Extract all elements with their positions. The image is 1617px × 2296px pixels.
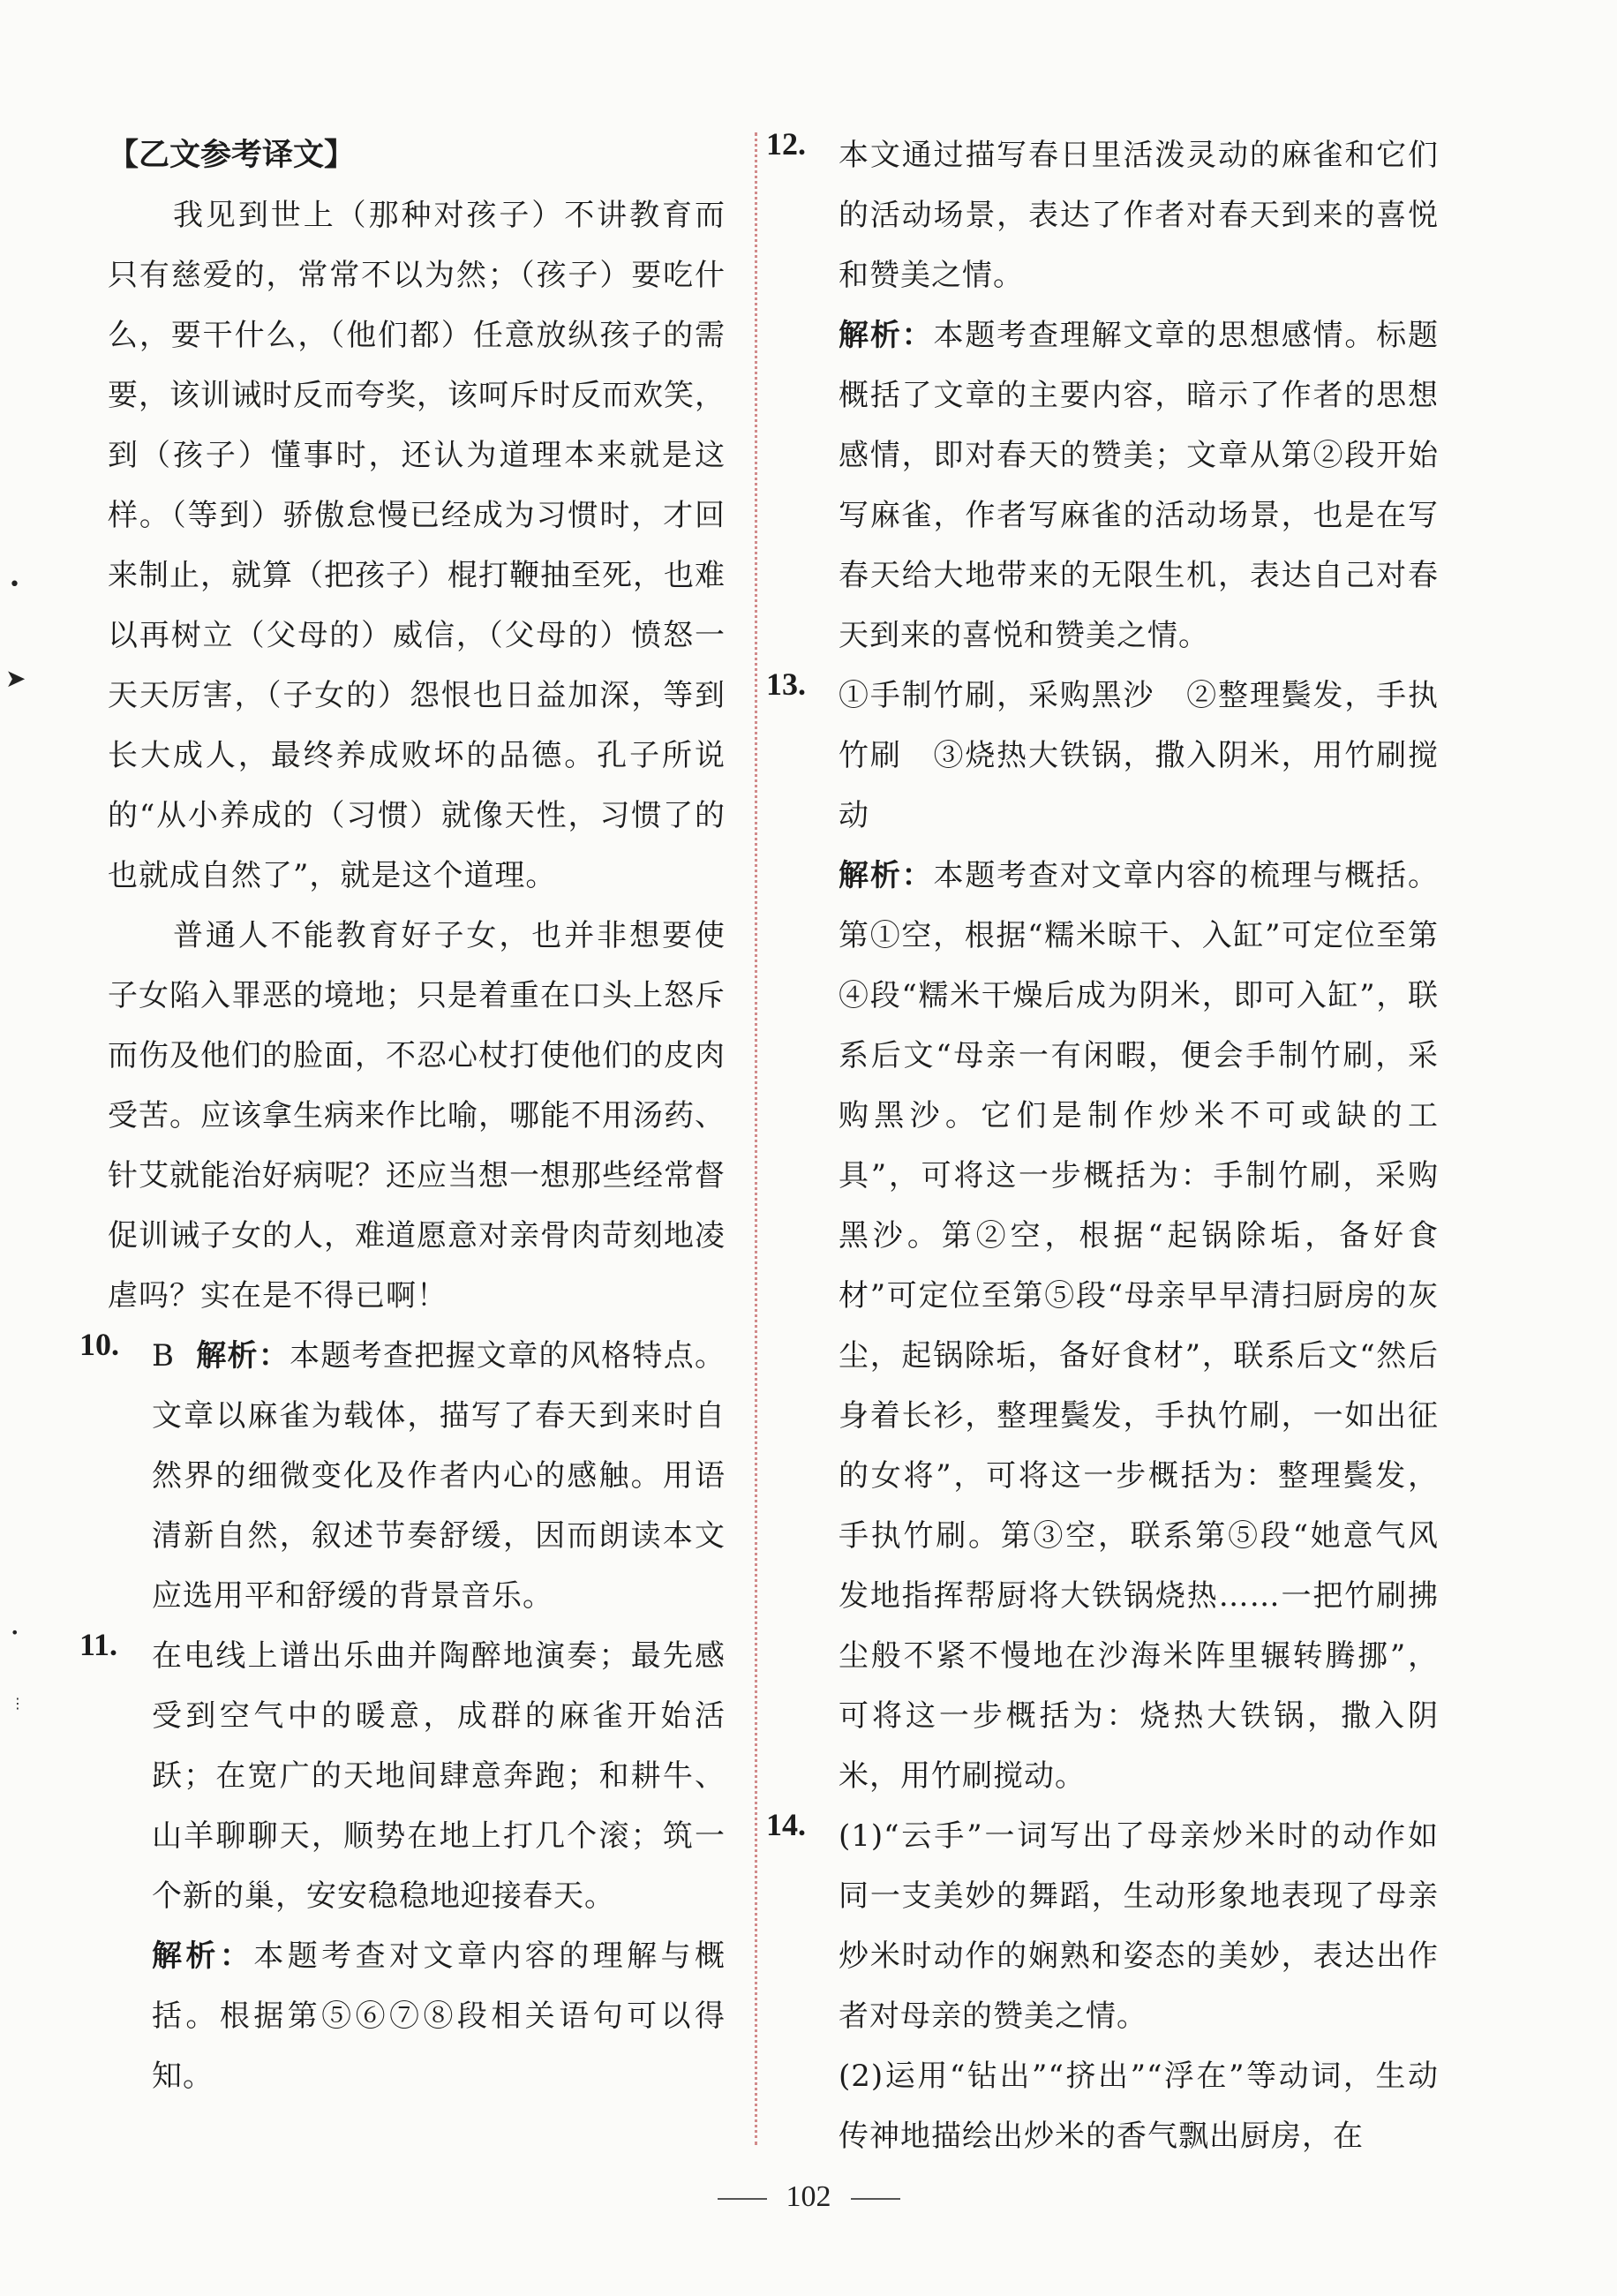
question-13-analysis: 本题考查对文章内容的梳理与概括。第①空，根据“糯米晾干、入缸”可定位至第④段“糯米干燥后成为阴米，即可入缸”，联系后文“母亲一有闲暇，便会手制竹刷，采购黑沙。它们是制作炒米不可或缺的工具”，可将这一步概括为：手制竹刷，采购黑沙。第②空，根据“起锅除垢，备好食材”可定位至第⑤段“母亲早早清扫厨房的灰尘，起锅除垢，备好食材”，联系后文“然后身着长衫，整理鬓发，手执竹刷，一如出征的女将”，可将这一步概括为：整理鬓发，手执竹刷。第③空，联系第⑤段“她意气风发地指挥帮厨将大铁锅烧热……一把竹刷拂尘般不紧不慢地在沙海米阵里辗转腾挪”，可将这一步概括为：烧热大铁锅，撒入阴米，用竹刷搅动。 xyxy=(839,858,1439,1794)
question-12-number: 12. xyxy=(766,126,806,162)
question-12 xyxy=(766,125,1439,666)
question-10 xyxy=(79,1326,726,1626)
page-number: 102 xyxy=(786,2180,831,2213)
column-divider xyxy=(755,132,757,2145)
right-column xyxy=(766,125,1439,2166)
question-11-analysis: 本题考查对文章内容的理解与概括。根据第⑤⑥⑦⑧段相关语句可以得知。 xyxy=(152,1938,726,2094)
translation-heading: 【乙文参考译文】 xyxy=(108,137,356,173)
question-10-number: 10. xyxy=(79,1327,119,1362)
question-14 xyxy=(766,1806,1439,2166)
margin-speck-mark: • xyxy=(11,1624,19,1641)
question-10-answer: B xyxy=(152,1338,175,1374)
question-14-part-2: (2)运用“钻出”“挤出”“浮在”等动词，生动传神地描绘出炒米的香气飘出厨房，在 xyxy=(839,2059,1439,2154)
question-11-label: 解析： xyxy=(152,1938,254,1974)
question-10-label: 解析： xyxy=(196,1338,290,1374)
margin-speck-mark: • xyxy=(9,574,20,596)
question-12-label: 解析： xyxy=(839,318,934,353)
footer-dash-left xyxy=(718,2198,767,2200)
question-11-number: 11. xyxy=(79,1627,118,1662)
question-13-label: 解析： xyxy=(839,858,934,893)
question-13-answer: ①手制竹刷，采购黑沙 ②整理鬓发，手执竹刷 ③烧热大铁锅，撒入阴米，用竹刷搅动 xyxy=(839,678,1439,833)
margin-speck-mark: ⋮ xyxy=(11,1695,25,1712)
question-11 xyxy=(79,1626,726,2106)
translation-paragraph-1: 我见到世上（那种对孩子）不讲教育而只有慈爱的，常常不以为然；（孩子）要吃什么，要干什么，（他们都）任意放纵孩子的需要，该训诫时反而夸奖，该呵斥时反而欢笑，到（孩子）懂事时，还认为道理本来就是这样。（等到）骄傲怠慢已经成为习惯时，才回来制止，就算（把孩子）棍打鞭抽至死，也难以再树立（父母的）威信，（父母的）愤怒一天天厉害，（子女的）怨恨也日益加深，等到长大成人，最终养成败坏的品德。孔子所说的“从小养成的（习惯）就像天性，习惯了的也就成自然了”，就是这个道理。 xyxy=(108,198,726,893)
margin-arrow-mark: ➤ xyxy=(5,664,26,693)
left-column xyxy=(79,125,726,2106)
page-footer xyxy=(0,2180,1617,2214)
question-14-part-1: (1)“云手”一词写出了母亲炒米时的动作如同一支美妙的舞蹈，生动形象地表现了母亲炒米时动作的娴熟和姿态的美妙，表达出作者对母亲的赞美之情。 xyxy=(839,1818,1439,2034)
question-13-number: 13. xyxy=(766,666,806,702)
question-13 xyxy=(766,666,1439,1806)
question-12-analysis: 本题考查理解文章的思想感情。标题概括了文章的主要内容，暗示了作者的思想感情，即对春天的赞美；文章从第②段开始写麻雀，作者写麻雀的活动场景，也是在写春天给大地带来的无限生机，表达自己对春天到来的喜悦和赞美之情。 xyxy=(839,318,1439,653)
question-14-number: 14. xyxy=(766,1807,806,1842)
question-11-answer: 在电线上谱出乐曲并陶醉地演奏；最先感受到空气中的暖意，成群的麻雀开始活跃；在宽广的天地间肆意奔跑；和耕牛、山羊聊聊天，顺势在地上打几个滚；筑一个新的巢，安安稳稳地迎接春天。 xyxy=(152,1638,726,1914)
question-12-answer: 本文通过描写春日里活泼灵动的麻雀和它们的活动场景，表达了作者对春天到来的喜悦和赞美之情。 xyxy=(839,138,1439,293)
translation-paragraph-2: 普通人不能教育好子女，也并非想要使子女陷入罪恶的境地；只是着重在口头上怒斥而伤及他们的脸面，不忍心杖打使他们的皮肉受苦。应该拿生病来作比喻，哪能不用汤药、针艾就能治好病呢？还应当想一想那些经常督促训诫子女的人，难道愿意对亲骨肉苛刻地凌虐吗？实在是不得已啊！ xyxy=(108,918,726,1314)
footer-dash-right xyxy=(851,2198,900,2200)
question-10-analysis: 本题考查把握文章的风格特点。文章以麻雀为载体，描写了春天到来时自然界的细微变化及作者内心的感触。用语清新自然，叙述节奏舒缓，因而朗读本文应选用平和舒缓的背景音乐。 xyxy=(152,1338,726,1614)
